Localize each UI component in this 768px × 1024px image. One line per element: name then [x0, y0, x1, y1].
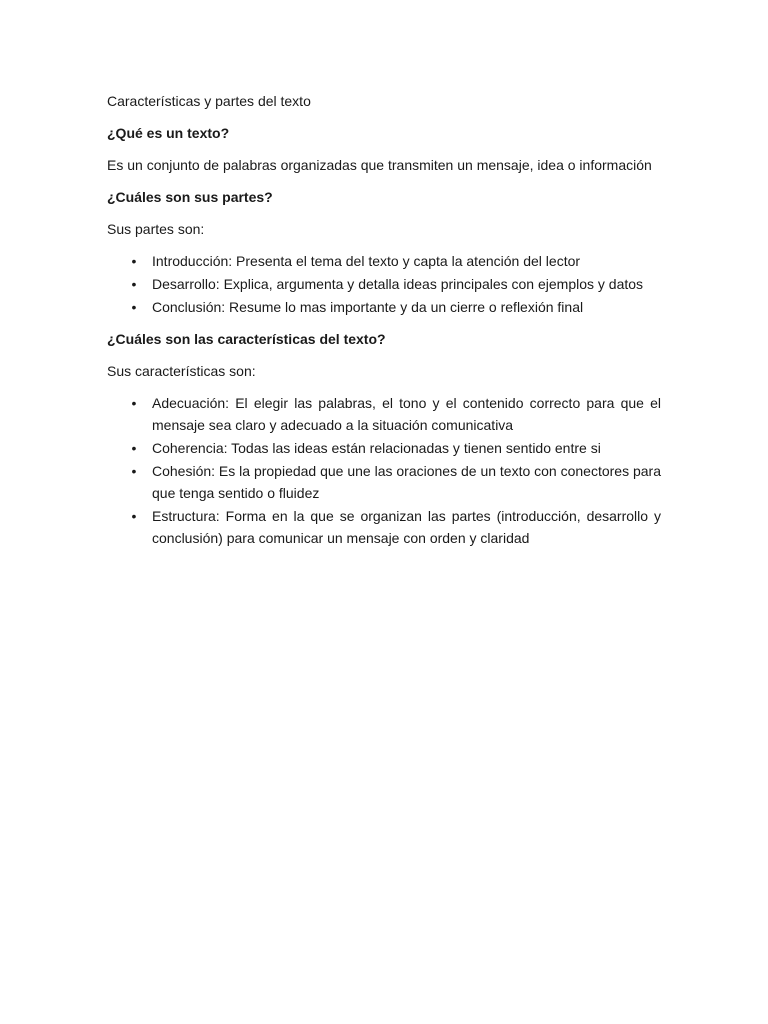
bullet-icon: • — [131, 395, 137, 411]
parts-list — [107, 250, 661, 318]
list-item — [131, 273, 661, 295]
list-item-text: Adecuación: El elegir las palabras, el tono y el contenido correcto para que el mensaje sea claro y adecuado a la situación comunicativa — [152, 395, 661, 433]
question-characteristics: ¿Cuáles son las características del texto? — [107, 331, 386, 347]
list-item — [131, 250, 661, 272]
list-item-text: Conclusión: Resume lo mas importante y da un cierre o reflexión final — [152, 299, 584, 315]
list-item — [131, 296, 661, 318]
characteristics-list — [107, 392, 661, 549]
list-item-text: Cohesión: Es la propiedad que une las oraciones de un texto con conectores para que tenga sentido o fluidez — [152, 463, 662, 501]
list-item — [131, 392, 661, 436]
characteristics-intro: Sus características son: — [107, 363, 256, 379]
list-item-text: Desarrollo: Explica, argumenta y detalla ideas principales con ejemplos y datos — [152, 276, 644, 292]
bullet-icon: • — [131, 440, 137, 456]
list-item — [131, 505, 661, 549]
question-what-is-text: ¿Qué es un texto? — [107, 125, 230, 141]
bullet-icon: • — [131, 508, 137, 524]
list-item-text: Coherencia: Todas las ideas están relacionadas y tienen sentido entre si — [152, 440, 601, 456]
parts-intro: Sus partes son: — [107, 221, 205, 237]
bullet-icon: • — [131, 299, 137, 315]
question-parts: ¿Cuáles son sus partes? — [107, 189, 273, 205]
bullet-icon: • — [131, 276, 137, 292]
list-item — [131, 437, 661, 459]
list-item — [131, 460, 662, 504]
list-item-text: Introducción: Presenta el tema del texto y capta la atención del lector — [152, 253, 581, 269]
list-item-text: Estructura: Forma en la que se organizan las partes (introducción, desarrollo y conclusión) para comunicar un mensaje con orden y claridad — [152, 508, 661, 546]
answer-what-is-text: Es un conjunto de palabras organizadas que transmiten un mensaje, idea o información — [107, 157, 652, 173]
document-page — [107, 90, 661, 559]
bullet-icon: • — [131, 253, 137, 269]
document-title: Características y partes del texto — [107, 93, 311, 109]
bullet-icon: • — [131, 463, 137, 479]
